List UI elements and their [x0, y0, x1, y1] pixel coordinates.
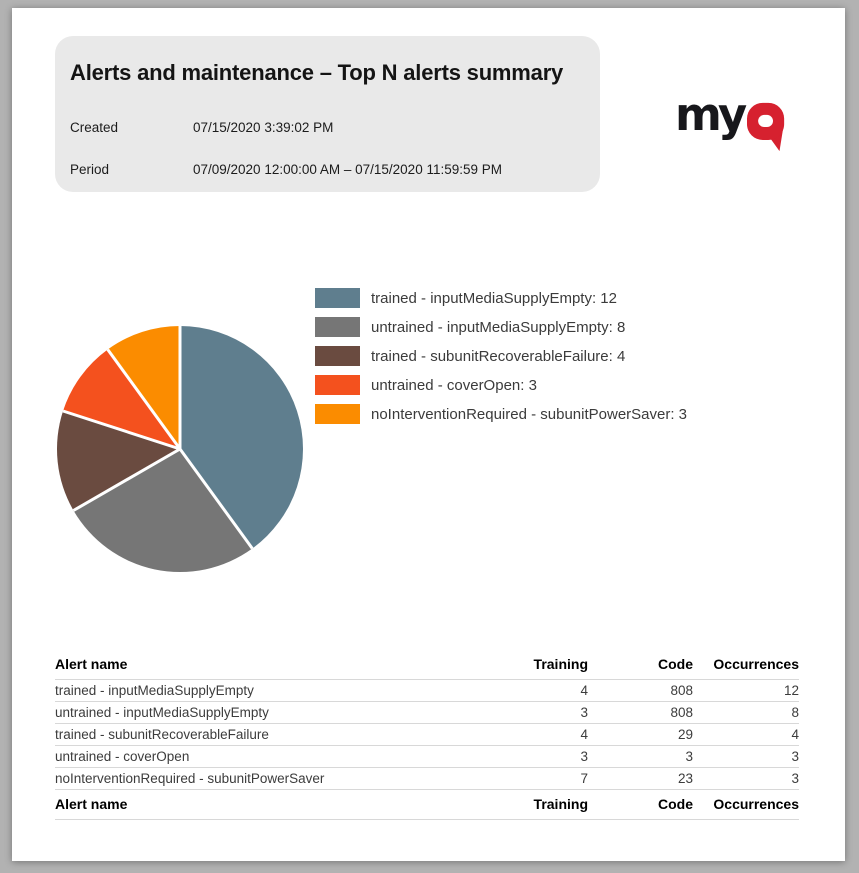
myq-logo: [675, 88, 787, 156]
table-cell: 12: [693, 680, 799, 702]
logo-q-icon: [746, 101, 787, 153]
table-row: [55, 680, 799, 702]
page-title: Alerts and maintenance – Top N alerts summary: [70, 60, 564, 85]
table-row: [55, 702, 799, 724]
legend-item: [315, 375, 687, 395]
column-header: Training: [489, 652, 588, 680]
table-row: [55, 746, 799, 768]
legend-label: trained - inputMediaSupplyEmpty: 12: [371, 289, 617, 307]
created-label: Created: [70, 120, 119, 135]
table-cell: 808: [588, 702, 693, 724]
legend-label: untrained - inputMediaSupplyEmpty: 8: [371, 318, 626, 336]
legend-swatch: [315, 404, 360, 424]
table-cell: trained - subunitRecoverableFailure: [55, 724, 489, 746]
period-value: 07/09/2020 12:00:00 AM – 07/15/2020 11:59:59 PM: [193, 162, 502, 177]
table-cell: 4: [489, 680, 588, 702]
table-cell: untrained - inputMediaSupplyEmpty: [55, 702, 489, 724]
table-header-row: [55, 652, 799, 680]
table-cell: 3: [489, 702, 588, 724]
table-cell: 3: [693, 746, 799, 768]
pie-chart: [55, 324, 305, 574]
chart-legend: [315, 288, 687, 433]
report-header: [55, 36, 600, 192]
footer-column-header: Alert name: [55, 790, 489, 820]
created-value: 07/15/2020 3:39:02 PM: [193, 120, 334, 135]
table-cell: 3: [693, 768, 799, 790]
table-cell: trained - inputMediaSupplyEmpty: [55, 680, 489, 702]
legend-label: noInterventionRequired - subunitPowerSaver: 3: [371, 405, 688, 423]
legend-item: [315, 317, 687, 337]
legend-item: [315, 288, 687, 308]
period-label: Period: [70, 162, 110, 177]
footer-column-header: Occurrences: [693, 790, 799, 820]
table-row: [55, 724, 799, 746]
column-header: Code: [588, 652, 693, 680]
table-cell: 3: [489, 746, 588, 768]
table-row: [55, 768, 799, 790]
table-cell: 7: [489, 768, 588, 790]
table-cell: 4: [489, 724, 588, 746]
legend-label: untrained - coverOpen: 3: [371, 376, 537, 394]
legend-swatch: [315, 288, 360, 308]
table-cell: 808: [588, 680, 693, 702]
footer-column-header: Training: [489, 790, 588, 820]
legend-item: [315, 404, 687, 424]
alerts-table: [55, 652, 799, 820]
legend-item: [315, 346, 687, 366]
legend-swatch: [315, 317, 360, 337]
legend-swatch: [315, 346, 360, 366]
table-cell: 8: [693, 702, 799, 724]
column-header: Alert name: [55, 652, 489, 680]
footer-column-header: Code: [588, 790, 693, 820]
report-page: [12, 8, 845, 861]
table-cell: 29: [588, 724, 693, 746]
table-footer-row: [55, 790, 799, 820]
table-cell: 3: [588, 746, 693, 768]
logo-my-text: my: [675, 88, 744, 141]
table-cell: noInterventionRequired - subunitPowerSaver: [55, 768, 489, 790]
column-header: Occurrences: [693, 652, 799, 680]
table-cell: 4: [693, 724, 799, 746]
legend-swatch: [315, 375, 360, 395]
table-cell: 23: [588, 768, 693, 790]
legend-label: trained - subunitRecoverableFailure: 4: [371, 347, 626, 365]
table-cell: untrained - coverOpen: [55, 746, 489, 768]
